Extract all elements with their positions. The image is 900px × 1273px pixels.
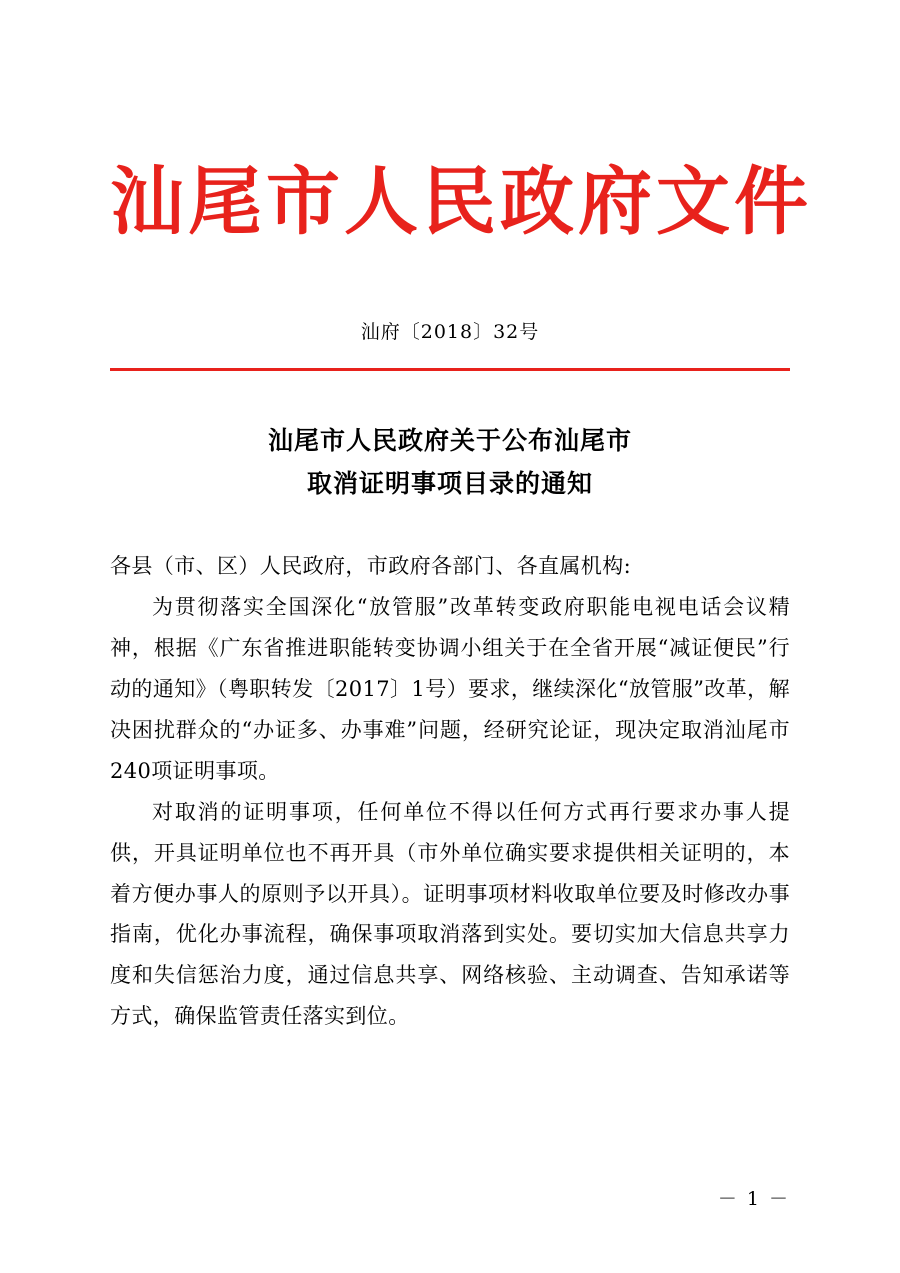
salutation-line: 各县（市、区）人民政府，市政府各部门、各直属机构: <box>110 554 632 578</box>
body-paragraph-2: 对取消的证明事项，任何单位不得以任何方式再行要求办事人提供，开具证明单位也不再开具（市外单位确实要求提供相关证明的，本着方便办事人的原则予以开具）。证明事项材料收取单位要及时修改办事指南，优化办事流程，确保事项取消落到实处。要切实加大信息共享力度和失信惩治力度，通过信息共享、网络核验、主动调查、告知承诺等方式，确保监管责任落实到位。 <box>110 799 790 1029</box>
document-title-line-2: 取消证明事项目录的通知 <box>306 469 593 499</box>
page-number-footer: － 1 － <box>717 1188 790 1210</box>
document-body <box>110 546 790 1037</box>
document-title-line-1: 汕尾市人民政府关于公布汕尾市 <box>267 425 632 455</box>
document-masthead-title: 汕尾市人民政府文件 <box>110 159 812 245</box>
body-paragraph-1: 为贯彻落实全国深化“放管服”改革转变政府职能电视电话会议精神，根据《广东省推进职能转变协调小组关于在全省开展“减证便民”行动的通知》（粤职转发〔2017〕1号）要求，继续深化“放管服”改革，解决困扰群众的“办证多、办事难”问题，经研究论证，现决定取消汕尾市240项证明事项。 <box>110 594 790 783</box>
document-title <box>110 419 790 507</box>
document-number: 汕府〔2018〕32号 <box>360 321 540 343</box>
red-divider-rule <box>110 368 790 371</box>
